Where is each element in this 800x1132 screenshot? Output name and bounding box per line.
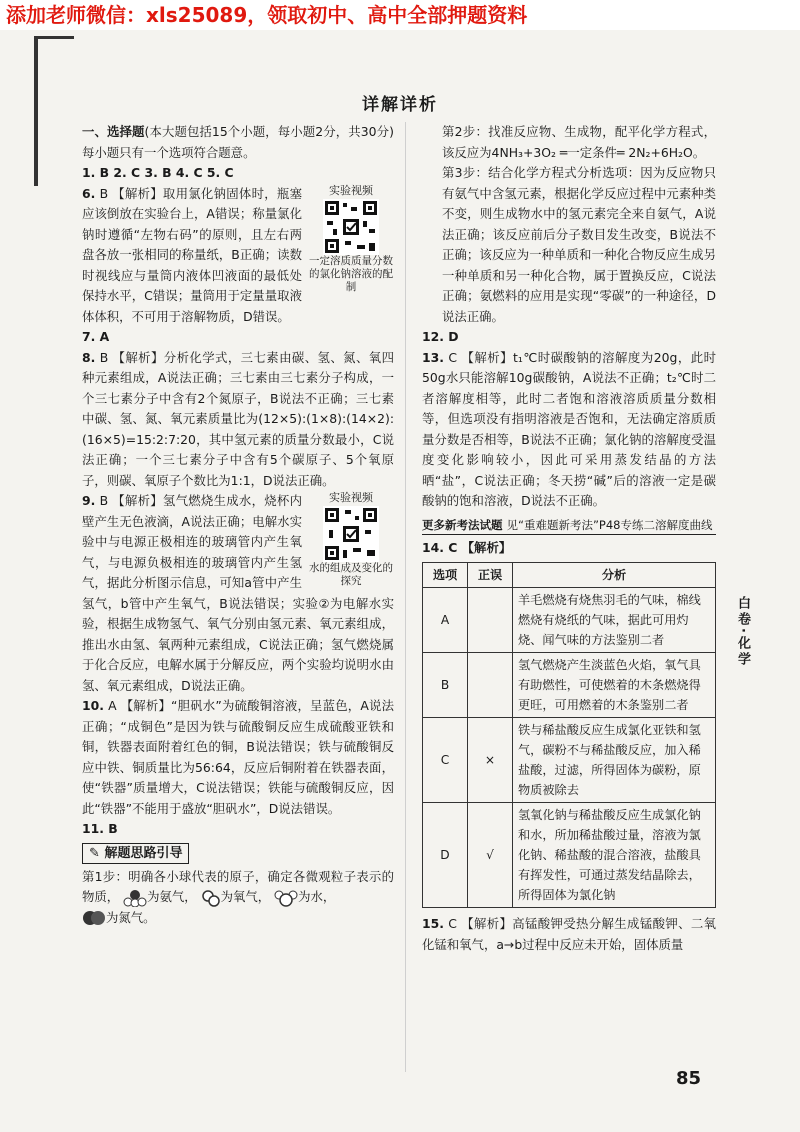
page-number: 85 bbox=[676, 1068, 702, 1089]
water-molecule-icon bbox=[274, 889, 298, 907]
side-tab: 白卷·化学 bbox=[735, 596, 750, 668]
question-8: 8. B 【解析】分析化学式，三七素由碳、氢、氮、氧四种元素组成，A说法正确；三七素由三七素分子构成，一个三七素分子中含有2个氮原子，B说法不正确；三七素中碳、氢、氮、氧元素质量比为(12×5):(1×8):(14×2):(16×5)=15:2:7:20，其中氢元素的质量分数最小，C说法正确；一个三七素分子中含有5个碳原子、5个氧原子，则碳、氧原子个数比为1:1，D说法正确。 bbox=[82, 349, 394, 488]
table-header: 选项 bbox=[423, 563, 468, 588]
question-14: 14. C 【解析】 bbox=[422, 539, 512, 555]
ammonia-molecule-icon bbox=[123, 889, 147, 907]
step-1: 第1步：明确各小球代表的原子，确定各微观粒子表示的物质， 为氨气， 为氧气， 为水， bbox=[82, 867, 394, 908]
column-divider bbox=[405, 122, 406, 1072]
table-row: D √ 氢氧化钠与稀盐酸反应生成氯化钠和水，所加稀盐酸过量，溶液为氯化钠、稀盐酸的混合溶液，盐酸具有挥发性，可通过蒸发结晶除去，所得固体为氯化钠 bbox=[423, 803, 716, 908]
table-header-row bbox=[423, 563, 716, 588]
question-6: 6. B 【解析】取用氯化钠固体时，瓶塞应该倒放在实验台上，A错误；称量氯化钠时遵循“左物右码”的原则，且左右两盘各放一张相同的称量纸，B正确；读数时视线应与量筒内液体凹液面的最低处保持水平，C错误；量筒用于定量量取液体体积，不可用于溶解物质，D错误。 bbox=[82, 185, 302, 324]
table-row: C × 铁与稀盐酸反应生成氯化亚铁和氢气，碳粉不与稀盐酸反应，加入稀盐酸，过滤，所得固体为碳粉，原物质被除去 bbox=[423, 718, 716, 803]
qr-video-2[interactable] bbox=[308, 491, 394, 588]
qr-code-icon bbox=[323, 199, 379, 255]
answer-11: 11. B bbox=[82, 821, 118, 836]
question-9: 9. B 【解析】氢气燃烧生成水，烧杯内壁产生无色液滴，A说法正确；电解水实验中与电源正极相连的玻璃管内产生氧气，与电源负极相连的玻璃管内产生氢气，据此分析图示信息，可知a管中产生氢气，b管中产生氧气，B说法错误；实验②为电解水实验，根据生成物氢气、氧气分别由氢元素、氧元素组成，推出水由氢、氧两种元素组成，C说法正确；氢气燃烧属于化合反应，电解水属于分解反应，两个实验均说明水由氢、氧元素组成，D说法正确。 bbox=[82, 493, 394, 693]
qr-label: 实验视频 bbox=[329, 491, 373, 504]
binding-mark-top bbox=[34, 36, 74, 39]
qr-video-1[interactable] bbox=[308, 184, 394, 294]
right-column bbox=[422, 122, 716, 955]
promo-banner: 添加老师微信：xls25089，领取初中、高中全部押题资料 bbox=[0, 0, 800, 30]
step-3: 第3步：结合化学方程式分析选项：因为反应物只有氨气中含氢元素，根据化学反应过程中元素种类不变，则生成物水中的氢元素完全来自氨气，A说法正确；该反应前后分子数目发生改变，B说法不正确；该反应为一种单质和一种化合物反应生成另一种单质和另一种化合物，属于置换反应，C说法正确；氨燃料的应用是实现“零碳”的一种途径，D说法正确。 bbox=[442, 165, 716, 324]
table-header: 正误 bbox=[468, 563, 513, 588]
question-10: 10. A 【解析】“胆矾水”为硫酸铜溶液，呈蓝色，A说法正确；“成铜色”是因为铁与硫酸铜反应生成硫酸亚铁和铜，铁器表面附着红色的铜，B说法错误；铁与硫酸铜反应中铁、铜质量比为56:64，反应后铜附着在铁器表面，使“铁器”质量增大，C说法错误；铁能与硫酸铜反应，因此“铁器”不能用于盛放“胆矾水”，D说法错误。 bbox=[82, 698, 394, 816]
hint-box: ✎ 解题思路引导 bbox=[82, 843, 189, 864]
oxygen-molecule-icon bbox=[201, 889, 221, 907]
qr-caption: 水的组成及变化的探究 bbox=[309, 562, 393, 587]
answer-7: 7. A bbox=[82, 329, 110, 344]
qr-code-icon bbox=[323, 506, 379, 562]
left-column bbox=[82, 122, 394, 928]
question-13: 13. C 【解析】t₁℃时碳酸钠的溶解度为20g，此时50g水只能溶解10g碳酸钠，A说法不正确；t₂℃时二者溶解度相等，此时二者饱和溶液溶质质量分数相等，但选项没有指明溶液是否饱和，无法确定溶质质量分数是否相等，B说法不正确；氯化钠的溶解度受温度变化影响较小，因此可采用蒸发结晶的方法晒“盐”，C说法正确；冬天捞“碱”后的溶液一定是碳酸钠的饱和溶液，D说法不正确。 bbox=[422, 349, 716, 508]
nitrogen-molecule-icon bbox=[82, 908, 106, 928]
nitrogen-legend: 为氮气。 bbox=[82, 908, 394, 929]
question-15: 15. C 【解析】高锰酸钾受热分解生成锰酸钾、二氧化锰和氧气，a→b过程中反应未开始，固体质量 bbox=[422, 916, 716, 952]
table-row: B 氢气燃烧产生淡蓝色火焰，氧气具有助燃性，可使燃着的木条燃烧得更旺，可用燃着的木条鉴别二者 bbox=[423, 653, 716, 718]
table-header: 分析 bbox=[513, 563, 716, 588]
answers-1-5: 1. B 2. C 3. B 4. C 5. C bbox=[82, 165, 234, 180]
page-title: 详解详析 bbox=[362, 95, 438, 115]
table-row: A 羊毛燃烧有烧焦羽毛的气味，棉线燃烧有烧纸的气味，据此可用灼烧、闻气味的方法鉴别二者 bbox=[423, 588, 716, 653]
pencil-icon: ✎ bbox=[89, 845, 100, 861]
qr-caption: 一定溶质质量分数的氯化钠溶液的配制 bbox=[309, 254, 393, 293]
step-2: 第2步：找准反应物、生成物，配平化学方程式，该反应为4NH₃+3O₂ ═一定条件═ 2N₂+6H₂O。 bbox=[442, 124, 716, 160]
analysis-table bbox=[422, 562, 716, 908]
answer-12: 12. D bbox=[422, 329, 459, 344]
qr-label: 实验视频 bbox=[329, 183, 373, 197]
more-exercises-note: 更多新考法试题 见“重难题新考法”P48专练二溶解度曲线 bbox=[422, 516, 716, 535]
section-header: 一、选择题(本大题包括15个小题，每小题2分，共30分)每小题只有一个选项符合题意。 bbox=[82, 124, 394, 160]
